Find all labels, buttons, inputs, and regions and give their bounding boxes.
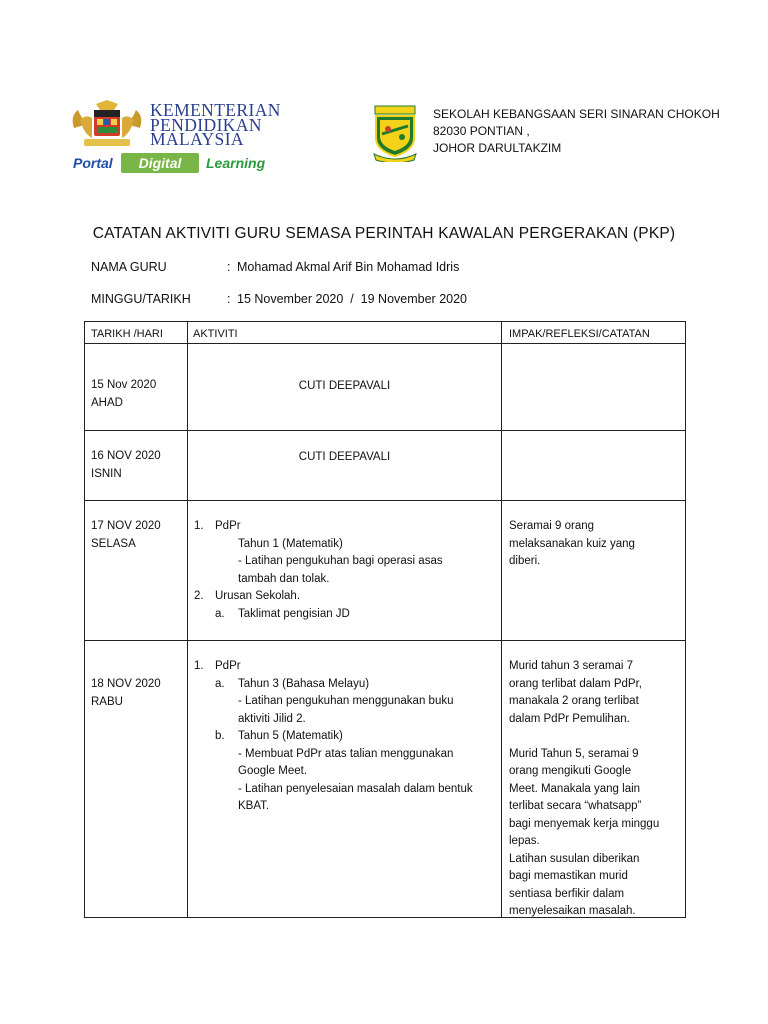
school-postcode: 82030 PONTIAN , [433,124,530,138]
list-letter: a. [215,607,225,620]
school-state: JOHOR DARULTAKZIM [433,141,562,155]
school-crest-logo [370,104,420,162]
activity-table [84,321,686,918]
impact-line: manakala 2 orang terlibat [509,695,639,707]
list-text: - Latihan penyelesaian masalah dalam bentuk [238,782,473,795]
row-divider [85,500,685,501]
list-text: Tahun 1 (Matematik) [238,537,343,550]
row-4-activity [188,658,501,828]
row-3-impact [509,518,684,571]
row-3-date [91,518,161,553]
document-title: CATATAN AKTIVITI GURU SEMASA PERINTAH KAWALAN PERGERAKAN (PKP) [92,225,676,242]
week-date-value: 15 November 2020 / 19 November 2020 [237,292,467,306]
list-number: 1. [194,520,204,532]
impact-line: lepas. [509,835,540,847]
ministry-name [150,100,300,149]
teacher-name-colon: : [227,260,231,274]
impact-line: orang mengikuti Google [509,765,632,777]
week-date-label: MINGGU/TARIKH [91,292,191,306]
impact-line: terlibat secara “whatsapp” [509,800,642,812]
day-text: ISNIN [91,467,122,480]
impact-line: dalam PdPr Pemulihan. [509,712,630,725]
day-text: SELASA [91,537,136,550]
row-2-date [91,448,161,483]
header-impact: IMPAK/REFLEKSI/CATATAN [509,328,650,340]
list-text: Taklimat pengisian JD [238,607,350,620]
teacher-name-label: NAMA GURU [91,260,167,274]
ministry-line-2: PENDIDIKAN [150,114,262,135]
list-number: 2. [194,590,204,602]
list-text: tambah dan tolak. [238,572,330,585]
impact-line: Seramai 9 orang [509,520,595,532]
date-text: 17 NOV 2020 [91,520,161,532]
learning-word: Learning [206,155,266,171]
day-text: AHAD [91,396,123,409]
date-text: 18 NOV 2020 [91,678,161,690]
list-letter: a. [215,677,225,690]
list-number: 1. [194,660,204,672]
row-4-impact [509,658,684,921]
list-text: PdPr [215,520,241,532]
list-text: - Latihan pengukuhan menggunakan buku [238,695,454,707]
row-divider [85,640,685,641]
impact-line: melaksanakan kuiz yang [509,537,635,550]
date-text: 16 NOV 2020 [91,450,161,462]
list-text: Tahun 5 (Matematik) [238,730,343,742]
impact-line: sentiasa berfikir dalam [509,887,625,900]
row-4-date [91,676,161,711]
list-text: KBAT. [238,800,270,812]
ministry-line-1: KEMENTERIAN [150,100,281,120]
portal-word: Portal [73,155,113,171]
row-1-date [91,377,156,412]
list-text: Tahun 3 (Bahasa Melayu) [238,677,370,690]
week-date-colon: : [227,292,231,306]
impact-line [509,728,684,746]
list-text: PdPr [215,660,241,672]
column-divider [501,322,502,917]
impact-line: bagi memastikan murid [509,870,628,882]
list-letter: b. [215,730,225,742]
digital-word: Digital [121,153,199,173]
teacher-name-value: Mohamad Akmal Arif Bin Mohamad Idris [237,260,460,274]
list-text: - Membuat PdPr atas talian menggunakan [238,747,454,760]
header-activity: AKTIVITI [193,328,238,340]
impact-line: orang terlibat dalam PdPr, [509,677,642,690]
row-2-activity: CUTI DEEPAVALI [298,451,391,463]
impact-line: diberi. [509,555,541,567]
list-text: - Latihan pengukuhan bagi operasi asas [238,555,443,567]
impact-line: Latihan susulan diberikan [509,852,640,865]
row-1-activity: CUTI DEEPAVALI [298,380,391,392]
day-text: RABU [91,695,123,708]
impact-line: bagi menyemak kerja minggu [509,817,660,830]
ministry-line-3: MALAYSIA [150,129,244,149]
row-3-activity [188,518,501,638]
impact-line: Murid Tahun 5, seramai 9 [509,747,639,760]
impact-line: Meet. Manakala yang lain [509,782,641,795]
list-text: Urusan Sekolah. [215,590,301,602]
school-address [433,106,720,157]
school-name: SEKOLAH KEBANGSAAN SERI SINARAN CHOKOH [433,107,720,121]
impact-line: menyelesaikan masalah. [509,905,636,917]
row-divider [85,430,685,431]
date-text: 15 Nov 2020 [91,379,157,391]
list-text: Google Meet. [238,765,308,777]
impact-line: Murid tahun 3 seramai 7 [509,660,634,672]
header-date: TARIKH /HARI [91,328,163,340]
ministry-crest-logo [68,98,146,150]
list-text: aktiviti Jilid 2. [238,712,306,725]
